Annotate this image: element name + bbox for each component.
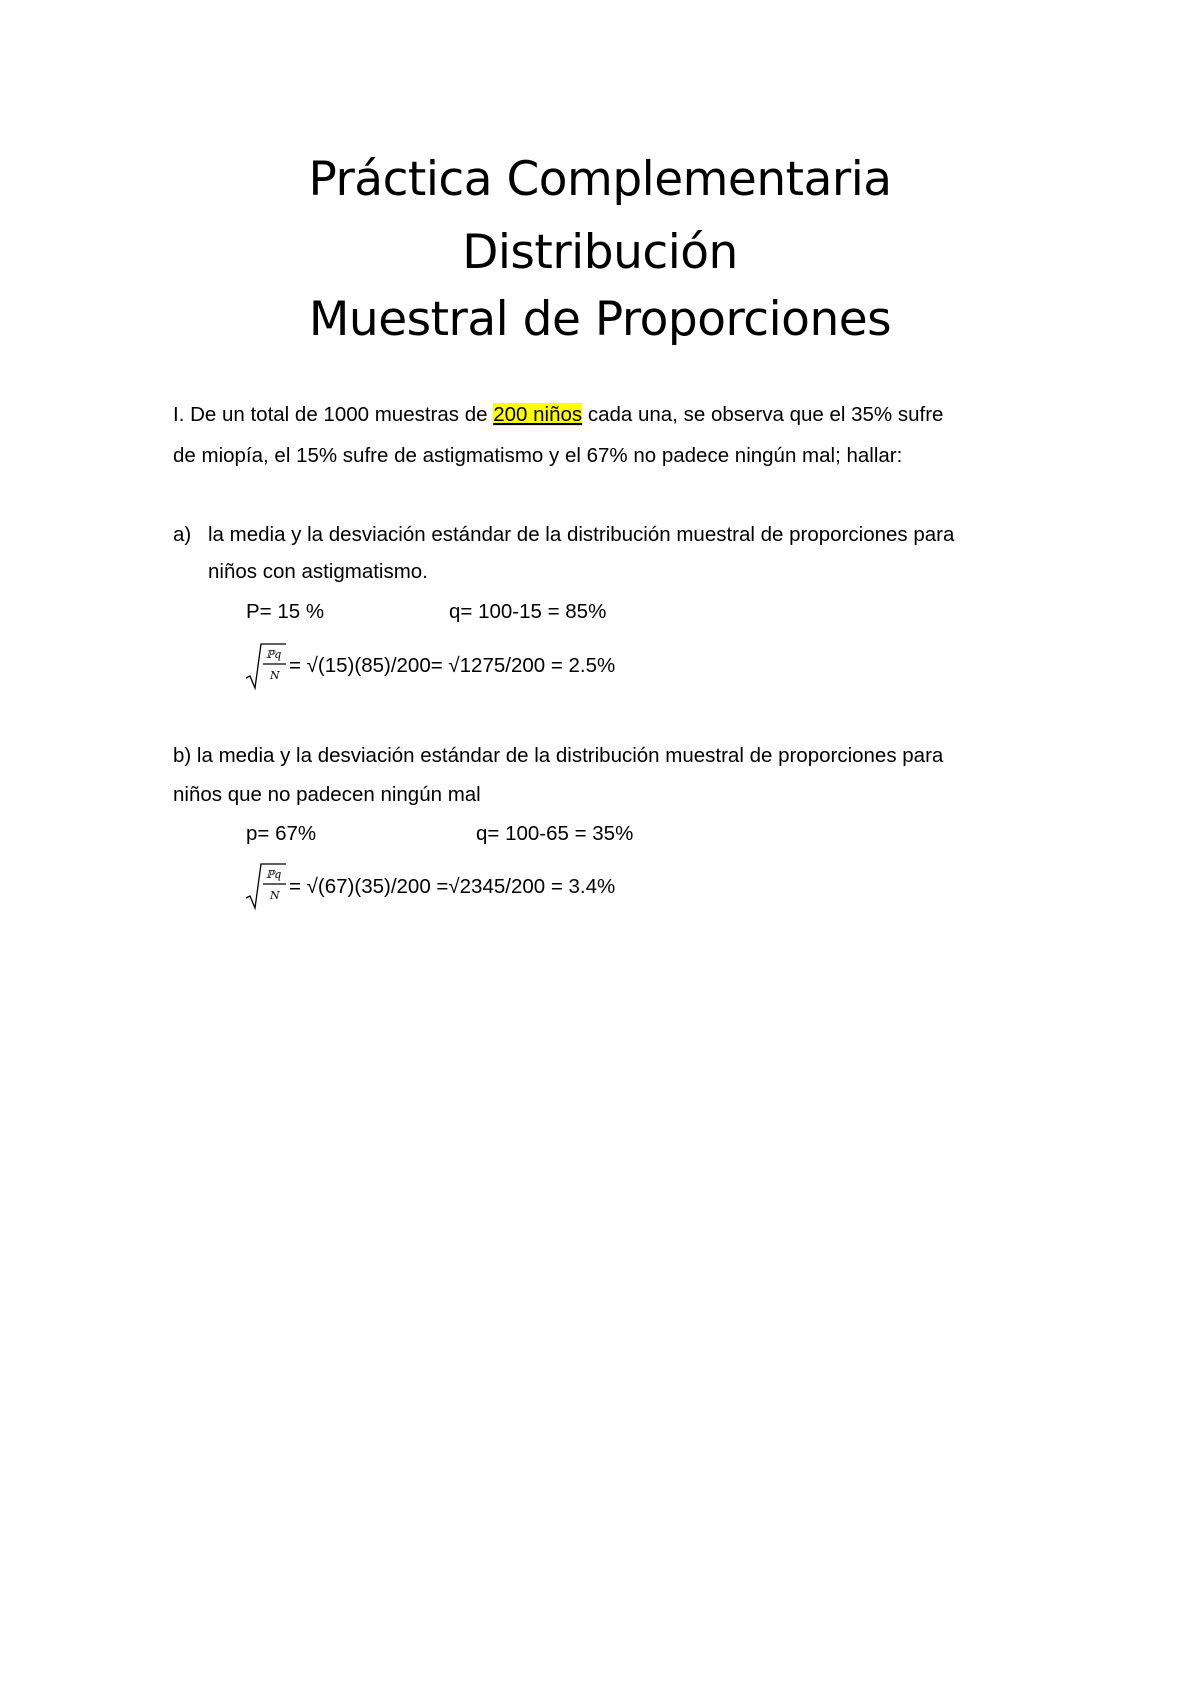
part-b-fraction-denominator: N (270, 889, 280, 902)
part-a-formula-result: = √(15)(85)/200= √1275/200 = 2.5% (289, 654, 616, 677)
part-b-line-2: niños que no padecen ningún mal (173, 783, 481, 806)
problem-intro-line-1 (173, 405, 943, 426)
part-b-q-value: q= 100-65 = 35% (476, 822, 634, 845)
problem-intro-line-2: de miopía, el 15% sufre de astigmatismo y el 67% no padece ningún mal; hallar: (173, 444, 903, 467)
highlighted-text: 200 niños (493, 403, 583, 426)
part-a-line-1: la media y la desviación estándar de la distribución muestral de proporciones para (208, 523, 955, 546)
part-b-line-1: b) la media y la desviación estándar de la distribución muestral de proporciones para (173, 744, 944, 767)
part-a-marker: a) (173, 523, 192, 546)
part-a-sqrt-formula (244, 640, 288, 692)
part-b-sqrt-formula (244, 860, 288, 912)
part-a-fraction-numerator: ℙq (266, 648, 282, 661)
intro-before-highlight: I. De un total de 1000 muestras de (173, 403, 494, 426)
part-a-line-2: niños con astigmatismo. (208, 560, 428, 583)
part-b-formula-result: = √(67)(35)/200 =√2345/200 = 3.4% (289, 875, 616, 898)
title-line-2: Distribución (462, 225, 738, 280)
part-b-p-value: p= 67% (246, 822, 317, 845)
title-line-3: Muestral de Proporciones (308, 292, 892, 347)
part-b-fraction-numerator: ℙq (266, 868, 282, 881)
intro-after-highlight: cada una, se observa que el 35% sufre (582, 403, 944, 426)
part-a-p-value: P= 15 % (246, 600, 325, 623)
part-a-q-value: q= 100-15 = 85% (449, 600, 607, 623)
part-a-fraction-denominator: N (270, 669, 280, 682)
title-line-1: Práctica Complementaria (308, 152, 892, 207)
